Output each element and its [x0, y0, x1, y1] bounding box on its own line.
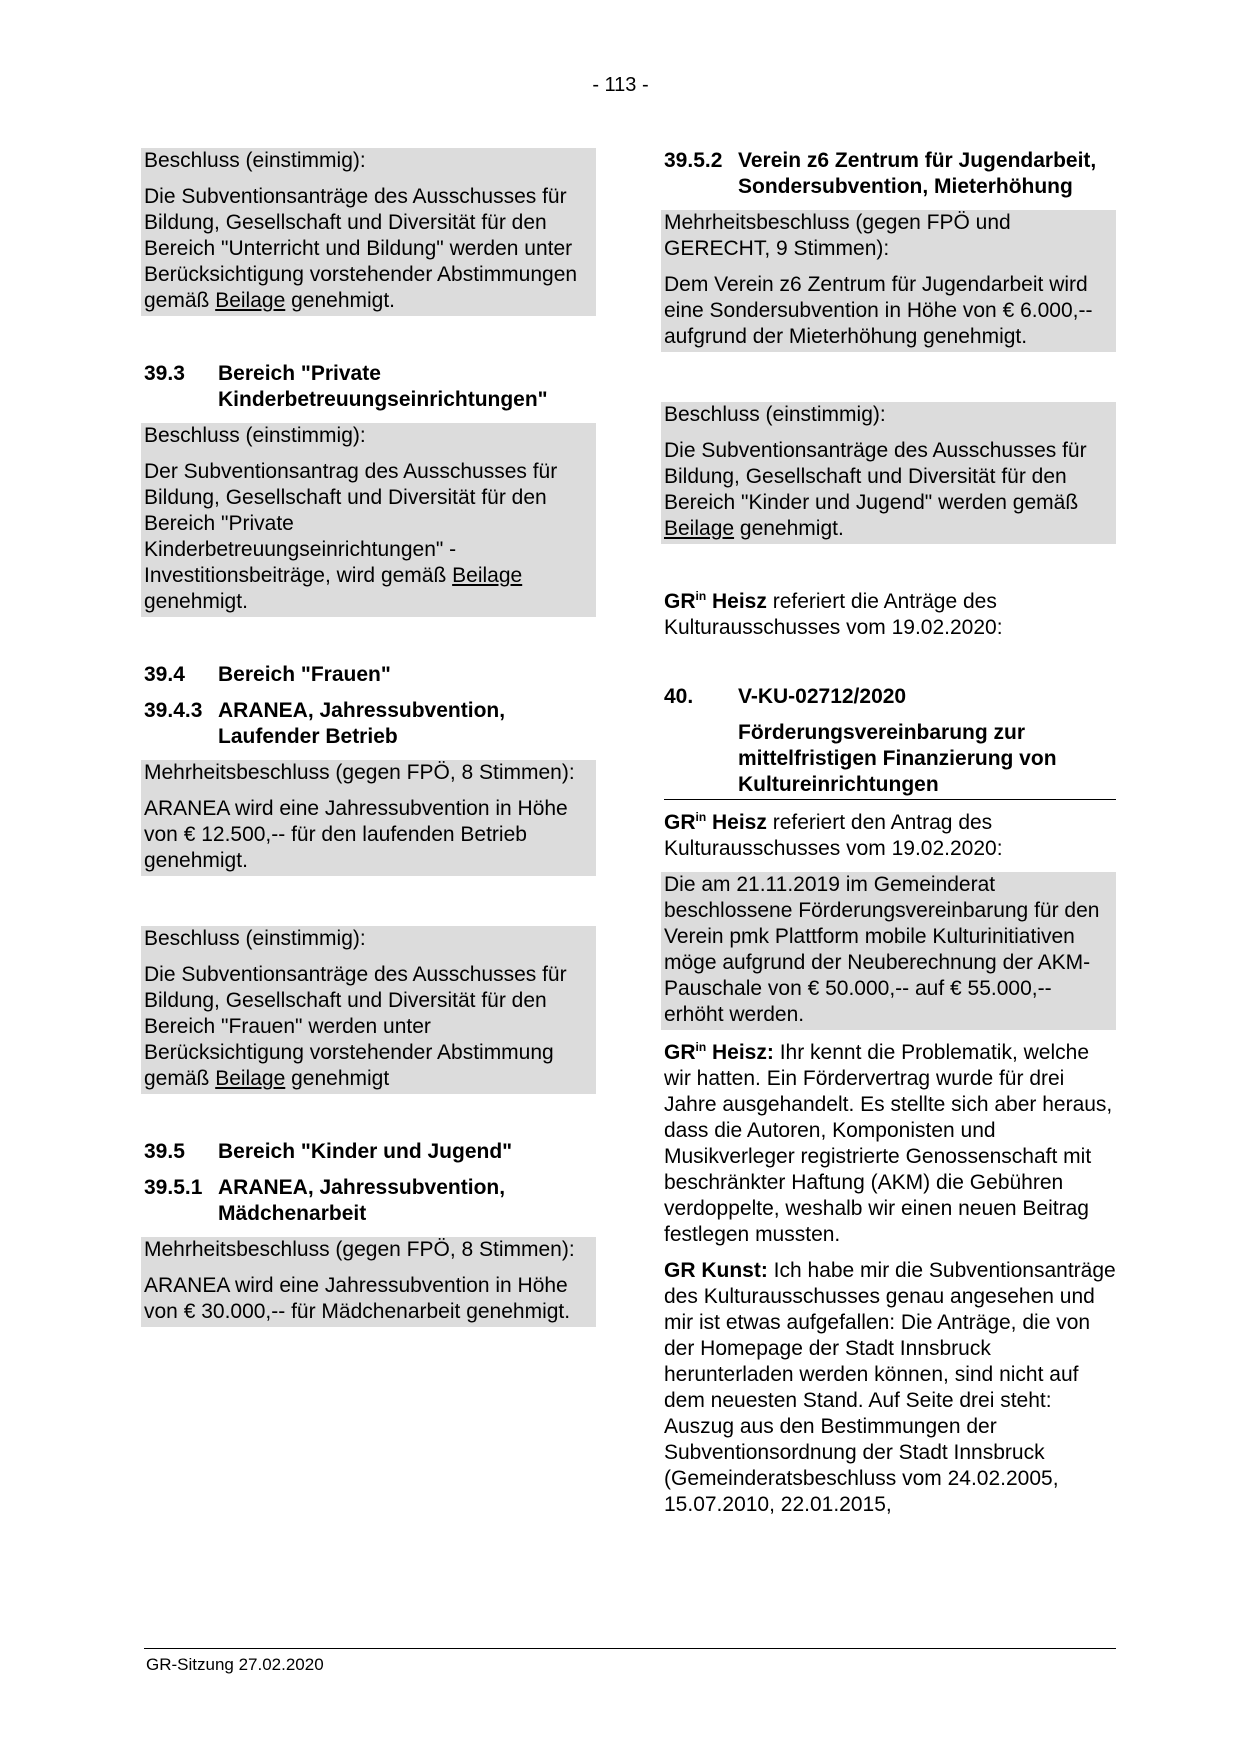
section-heading-40: 40. V-KU-02712/2020	[664, 685, 907, 708]
footer-divider	[144, 1648, 1116, 1649]
resolution-label: Mehrheitsbeschluss (gegen FPÖ und GERECHT, 9 Stimmen):	[664, 211, 1011, 260]
resolution-label: Mehrheitsbeschluss (gegen FPÖ, 8 Stimmen):	[144, 761, 575, 784]
resolution-text: ARANEA wird eine Jahressubvention in Höhe von € 12.500,-- für den laufenden Betrieb genehmigt.	[144, 797, 568, 872]
speaker-name: GR Kunst:	[664, 1259, 768, 1282]
beilage-link[interactable]: Beilage	[452, 564, 523, 587]
resolution-box-kinder-jugend	[661, 402, 1116, 544]
speaker-name: $GR^{in}$ Heisz	[664, 810, 767, 834]
beilage-link[interactable]: Beilage	[215, 1067, 286, 1090]
resolution-text: Die Subventionsanträge des Ausschusses für Bildung, Gesellschaft und Diversität für den Bereich "Kinder und Jugend" werden gemäß Beilage genehmigt.	[664, 439, 1087, 540]
section-heading-39-5-1: 39.5.1 ARANEA, Jahressubvention, Mädchenarbeit	[144, 1176, 506, 1225]
resolution-box-pmk	[661, 872, 1116, 1030]
resolution-label: Beschluss (einstimmig):	[144, 149, 366, 172]
footer-session-date: GR-Sitzung 27.02.2020	[146, 1655, 324, 1674]
speaker-paragraph-heisz-antrag: $GR^{in}$ Heisz referiert den Antrag des Kulturausschusses vom 19.02.2020:	[664, 810, 1003, 860]
section-heading-39-5-2: 39.5.2 Verein z6 Zentrum für Jugendarbeit, Sondersubvention, Mieterhöhung	[664, 149, 1097, 198]
speaker-paragraph-kunst: GR Kunst: Ich habe mir die Subventionsanträge des Kulturausschusses genau angesehen und mir ist etwas aufgefallen: Die Anträge, die von der Homepage der Stadt Innsbruck herunterladen werden können, sind nicht auf dem neuesten Stand. Auf Seite drei steht: Auszug aus den Bestimmungen der Subventionsordnung der Stadt Innsbruck (Gemeinderatsbeschluss vom 24.02.2005, 15.07.2010, 22.01.2015,	[664, 1259, 1116, 1516]
resolution-text: Der Subventionsantrag des Ausschusses für Bildung, Gesellschaft und Diversität für den Bereich "Private Kinderbetreuungseinrichtungen" - Investitionsbeiträge, wird gemäß Beilage genehmigt.	[144, 460, 558, 613]
resolution-box-aranea-betrieb	[141, 760, 596, 876]
left-column	[144, 148, 596, 1327]
speaker-paragraph-heisz-antraege: $GR^{in}$ Heisz referiert die Anträge des Kulturausschusses vom 19.02.2020:	[664, 589, 1003, 639]
speaker-name: $GR^{in}$ Heisz	[664, 589, 767, 613]
resolution-box-aranea-maedchen	[141, 1237, 596, 1327]
section-title-40: Förderungsvereinbarung zur mittelfristigen Finanzierung von Kultureinrichtungen	[664, 720, 1116, 800]
resolution-text: Die Subventionsanträge des Ausschusses für Bildung, Gesellschaft und Diversität für den Bereich "Frauen" werden unter Berücksichtigung vorstehender Abstimmung gemäß Beilage genehmigt	[144, 963, 567, 1090]
resolution-box-kinderbetreuung	[141, 423, 596, 617]
page-number: - 113 -	[592, 74, 649, 96]
resolution-label: Beschluss (einstimmig):	[144, 424, 366, 447]
beilage-link[interactable]: Beilage	[215, 289, 286, 312]
resolution-box-z6	[661, 210, 1116, 352]
section-heading-39-4-3: 39.4.3 ARANEA, Jahressubvention, Laufender Betrieb	[144, 699, 506, 748]
speaker-name: $GR^{in}$ Heisz:	[664, 1040, 774, 1064]
resolution-box-unterricht	[141, 148, 596, 316]
right-column	[664, 148, 1116, 1518]
resolution-label: Beschluss (einstimmig):	[664, 403, 886, 426]
speaker-paragraph-heisz-statement: $GR^{in}$ Heisz: Ihr kennt die Problematik, welche wir hatten. Ein Fördervertrag wurde für drei Jahre ausgehandelt. Es stellte sich aber heraus, dass die Autoren, Komponisten und Musikverleger registrierte Genossenschaft mit beschränkter Haftung (AKM) die Gebühren verdoppelte, weshalb wir einen neuen Beitrag festlegen mussten.	[664, 1040, 1113, 1246]
section-heading-39-3: 39.3 Bereich "Private Kinderbetreuungseinrichtungen"	[144, 362, 548, 411]
resolution-text: ARANEA wird eine Jahressubvention in Höhe von € 30.000,-- für Mädchenarbeit genehmigt.	[144, 1274, 571, 1323]
resolution-box-frauen	[141, 926, 596, 1094]
section-heading-39-5: 39.5 Bereich "Kinder und Jugend"	[144, 1140, 513, 1163]
resolution-label: Mehrheitsbeschluss (gegen FPÖ, 8 Stimmen):	[144, 1238, 575, 1261]
resolution-label: Beschluss (einstimmig):	[144, 927, 366, 950]
resolution-text: Die am 21.11.2019 im Gemeinderat beschlossene Förderungsvereinbarung für den Verein pmk Plattform mobile Kulturinitiativen möge aufgrund der Neuberechnung der AKM-Pauschale von € 50.000,-- auf € 55.000,-- erhöht werden.	[664, 873, 1100, 1026]
beilage-link[interactable]: Beilage	[664, 517, 735, 540]
resolution-text: Die Subventionsanträge des Ausschusses für Bildung, Gesellschaft und Diversität für den Bereich "Unterricht und Bildung" werden unter Berücksichtigung vorstehender Abstimmungen gemäß Beilage genehmigt.	[144, 185, 578, 312]
resolution-text: Dem Verein z6 Zentrum für Jugendarbeit wird eine Sondersubvention in Höhe von € 6.000,-- aufgrund der Mieterhöhung genehmigt.	[664, 273, 1093, 348]
section-heading-39-4: 39.4 Bereich "Frauen"	[144, 663, 391, 686]
